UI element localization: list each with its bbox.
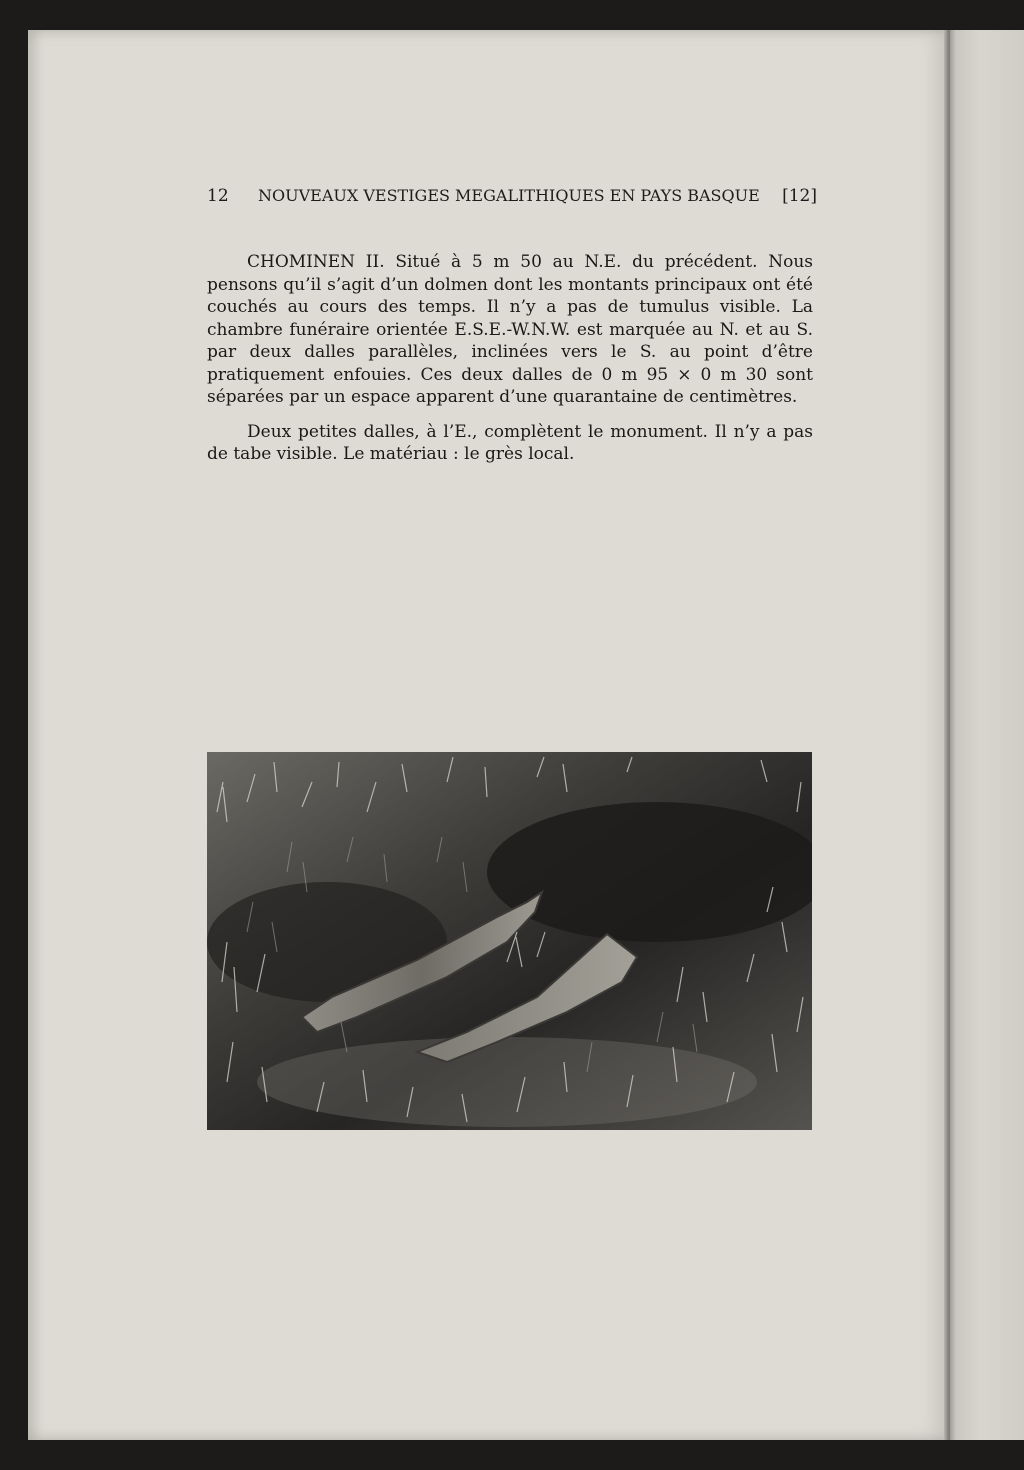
page-number: 12 (207, 186, 229, 206)
dolmen-photograph (207, 752, 812, 1130)
facing-page-edge (950, 30, 1024, 1440)
paragraph-chominen: CHOMINEN II. Situé à 5 m 50 au N.E. du précédent. Nous pensons qu’il s’agit d’un dolmen dont les montants principaux ont été couchés au cours des temps. Il n’y a pas de tumulus visible. La chambre funéraire orientée E.S.E.-W.N.W. est marquée au N. et au S. par deux dalles parallèles, inclinées vers le S. au point d’être pratiquement enfouies. Ces deux dalles de 0 m 95 × 0 m 30 sont séparées par un espace apparent d’une quarantaine de centimètres. (207, 252, 813, 407)
book-page (28, 30, 950, 1440)
body-text (207, 251, 813, 466)
running-title: NOUVEAUX VESTIGES MEGALITHIQUES EN PAYS BASQUE (258, 186, 760, 205)
page-reference: [12] (782, 186, 817, 206)
photo-illustration (207, 752, 812, 1130)
paragraph-dalles: Deux petites dalles, à l’E., complètent le monument. Il n’y a pas de tabe visible. Le matériau : le grès local. (207, 421, 813, 464)
